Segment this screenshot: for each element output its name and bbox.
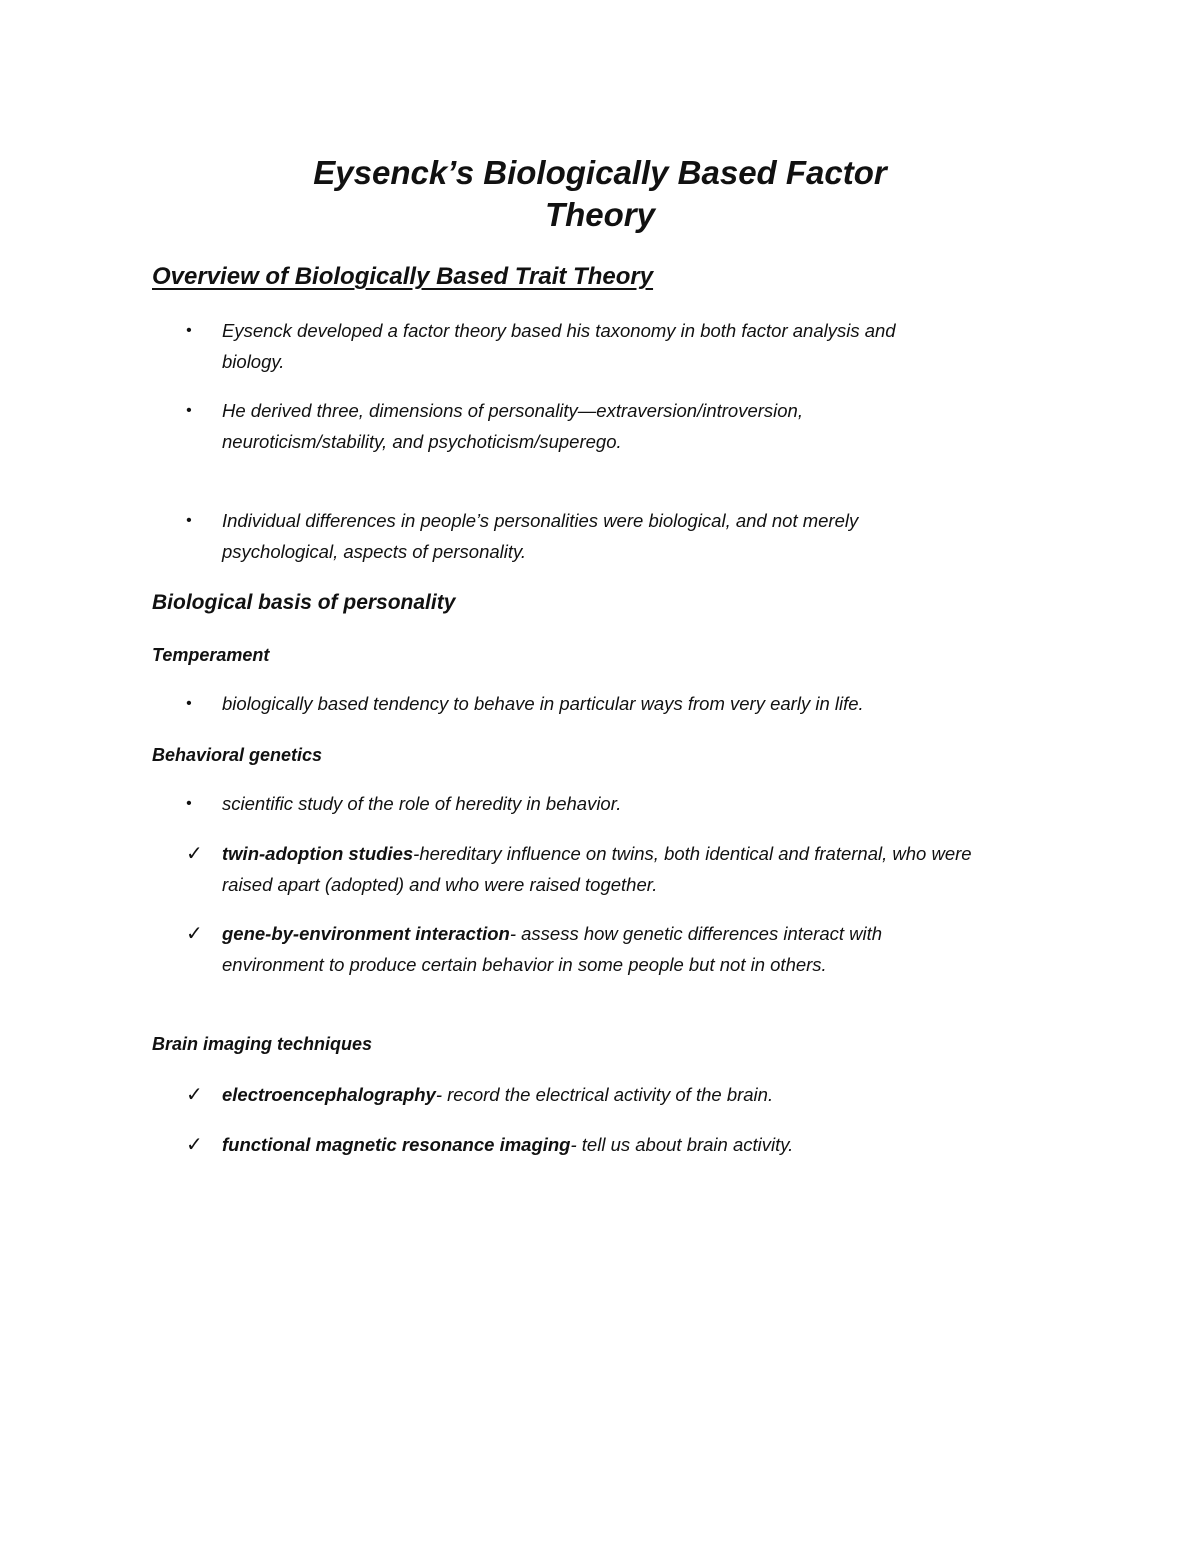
twin-adoption-item (222, 839, 992, 900)
overview-item-1: Eysenck developed a factor theory based his taxonomy in both factor analysis and biology. (222, 320, 896, 372)
check-icon: ✓ (186, 1134, 203, 1156)
eeg-item (222, 1080, 992, 1111)
fmri-text: - tell us about brain activity. (570, 1134, 794, 1155)
overview-item-3: Individual differences in people’s personalities were biological, and not merely psychological, aspects of personality. (222, 510, 859, 562)
bullet-icon: • (186, 795, 192, 812)
gene-environment-text: - assess how genetic differences interact with environment to produce certain behavior in some people but not in others. (222, 923, 883, 975)
bullet-icon: • (186, 512, 192, 529)
bullet-icon: • (186, 402, 192, 419)
behavioral-genetics-item-1: scientific study of the role of heredity in behavior. (222, 793, 622, 814)
twin-adoption-text: -hereditary influence on twins, both identical and fraternal, who were raised apart (adopted) and who were raised together. (222, 843, 972, 895)
temperament-item-1: biologically based tendency to behave in particular ways from very early in life. (222, 693, 864, 714)
check-icon: ✓ (186, 843, 203, 865)
overview-item-2: He derived three, dimensions of personality—extraversion/introversion, neuroticism/stability, and psychoticism/superego. (222, 400, 803, 452)
check-icon: ✓ (186, 1084, 203, 1106)
bullet-icon: • (186, 322, 192, 339)
overview-heading: Overview of Biologically Based Trait Theory (152, 263, 654, 290)
check-icon: ✓ (186, 923, 203, 945)
temperament-heading: Temperament (152, 645, 270, 665)
title-line-2: Theory (544, 196, 656, 233)
eeg-text: - record the electrical activity of the brain. (435, 1084, 774, 1105)
gene-environment-term: gene-by-environment interaction (222, 923, 510, 944)
twin-adoption-term: twin-adoption studies (222, 843, 414, 864)
biological-basis-heading: Biological basis of personality (152, 591, 456, 614)
fmri-term: functional magnetic resonance imaging (222, 1134, 571, 1155)
brain-imaging-heading: Brain imaging techniques (152, 1034, 373, 1054)
gene-environment-item (222, 919, 922, 980)
eeg-term: electroencephalography (222, 1084, 436, 1105)
document-title (0, 152, 1200, 236)
bullet-icon: • (186, 695, 192, 712)
behavioral-genetics-heading: Behavioral genetics (152, 745, 323, 765)
fmri-item (222, 1130, 992, 1161)
title-line-1: Eysenck’s Biologically Based Factor (313, 154, 887, 191)
